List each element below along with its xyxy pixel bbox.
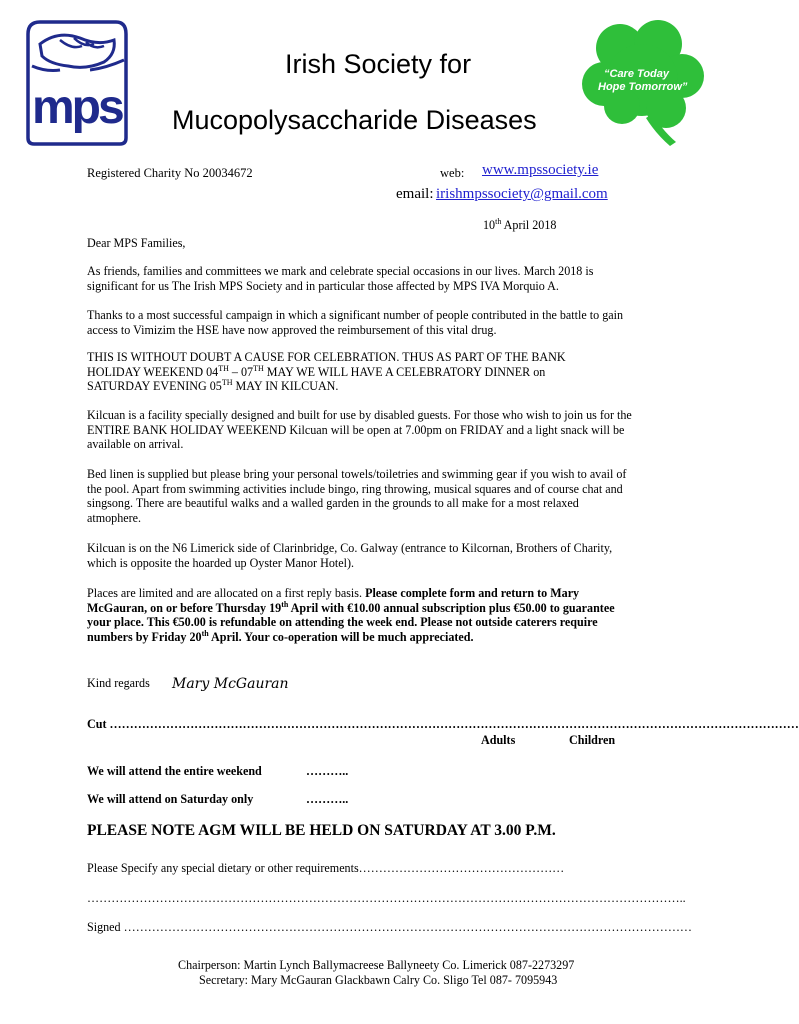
attend-weekend-label: We will attend the entire weekend bbox=[87, 764, 262, 778]
column-children: Children bbox=[569, 733, 616, 747]
attend-weekend-field[interactable]: ……….. bbox=[306, 764, 349, 778]
charity-number: Registered Charity No 20034672 bbox=[87, 166, 253, 180]
website-link[interactable]: www.mpssociety.ie bbox=[482, 162, 599, 178]
paragraph-7: Places are limited and are allocated on a first reply basis. Please complete form and return to Mary McGauran, on or before Thursday 19th April with €10.00 annual subscription plus €50.00 to guarantee your place. This €50.00 is refundable on attending the week end. Please not outside caterers require numbers by Friday 20th April. Your co-operation will be much appreciated. bbox=[87, 586, 615, 645]
paragraph-5: Bed linen is supplied but please bring your personal towels/toiletries and swimming gear if you wish to avail of the pool. Apart from swimming activities include bingo, ring throwing, musical squares and of course chat and singsong. There are beautiful walks and a walled garden in the grounds to all make for a most relaxed atmophere. bbox=[87, 467, 627, 526]
letter-date: 10th April 2018 bbox=[483, 216, 557, 232]
signature: Mary McGauran bbox=[172, 676, 289, 692]
closing: Kind regards bbox=[87, 676, 150, 690]
footer-chairperson: Chairperson: Martin Lynch Ballymacreese Ballyneety Co. Limerick 087-2273297 bbox=[178, 958, 575, 972]
signed-field[interactable]: Signed …………………………………………………………………………………………………………………………… bbox=[87, 920, 693, 934]
shamrock-text-line1: “Care Today bbox=[604, 68, 670, 80]
mps-logo-text: mps bbox=[32, 81, 122, 134]
shamrock-text-line2: Hope Tomorrow” bbox=[598, 81, 688, 93]
email-label: email: bbox=[396, 186, 434, 202]
attend-saturday-field[interactable]: ……….. bbox=[306, 792, 349, 806]
footer-secretary: Secretary: Mary McGauran Glackbawn Calry Co. Sligo Tel 087- 7095943 bbox=[199, 973, 558, 987]
paragraph-1: As friends, families and committees we mark and celebrate special occasions in our lives. March 2018 is significant for us The Irish MPS Society and in particular those affected by MPS IVA Morquio A. bbox=[87, 264, 594, 293]
web-label: web: bbox=[440, 166, 465, 180]
paragraph-2: Thanks to a most successful campaign in which a significant number of people contributed in the battle to gain access to Vimizim the HSE have now approved the reimbursement of this vital drug. bbox=[87, 308, 624, 337]
greeting: Dear MPS Families, bbox=[87, 236, 186, 250]
page-title-line2: Mucopolysaccharide Diseases bbox=[172, 105, 537, 135]
shamrock-logo bbox=[578, 18, 712, 148]
paragraph-4: Kilcuan is a facility specially designed and built for use by disabled guests. For those who wish to join us for the ENTIRE BANK HOLIDAY WEEKEND Kilcuan will be open at 7.00pm on FRIDAY and a light snack will be available on arrival. bbox=[87, 408, 632, 452]
cut-line: Cut ……………………………………………………………………………………………………………………………………………………… bbox=[87, 717, 799, 731]
paragraph-6: Kilcuan is on the N6 Limerick side of Clarinbridge, Co. Galway (entrance to Kilcornan, Brothers of Charity, which is opposite the hoarded up Oyster Manor Hotel). bbox=[87, 541, 613, 570]
mps-logo bbox=[20, 16, 131, 147]
page-title-line1: Irish Society for bbox=[285, 49, 472, 79]
dietary-requirements-line2[interactable]: ………………………………………………………………………………………………………………………………….. bbox=[87, 891, 686, 905]
email-link[interactable]: irishmpssociety@gmail.com bbox=[436, 186, 608, 202]
column-adults: Adults bbox=[481, 733, 516, 747]
attend-saturday-label: We will attend on Saturday only bbox=[87, 792, 254, 806]
dietary-requirements-field[interactable]: Please Specify any special dietary or other requirements…………………………………………… bbox=[87, 861, 565, 875]
paragraph-3: THIS IS WITHOUT DOUBT A CAUSE FOR CELEBRATION. THUS AS PART OF THE BANK HOLIDAY WEEKEND 04TH – 07TH MAY WE WILL HAVE A CELEBRATORY DINNER on SATURDAY EVENING 05TH MAY IN KILCUAN. bbox=[87, 350, 566, 394]
agm-notice: PLEASE NOTE AGM WILL BE HELD ON SATURDAY AT 3.00 P.M. bbox=[87, 822, 556, 839]
